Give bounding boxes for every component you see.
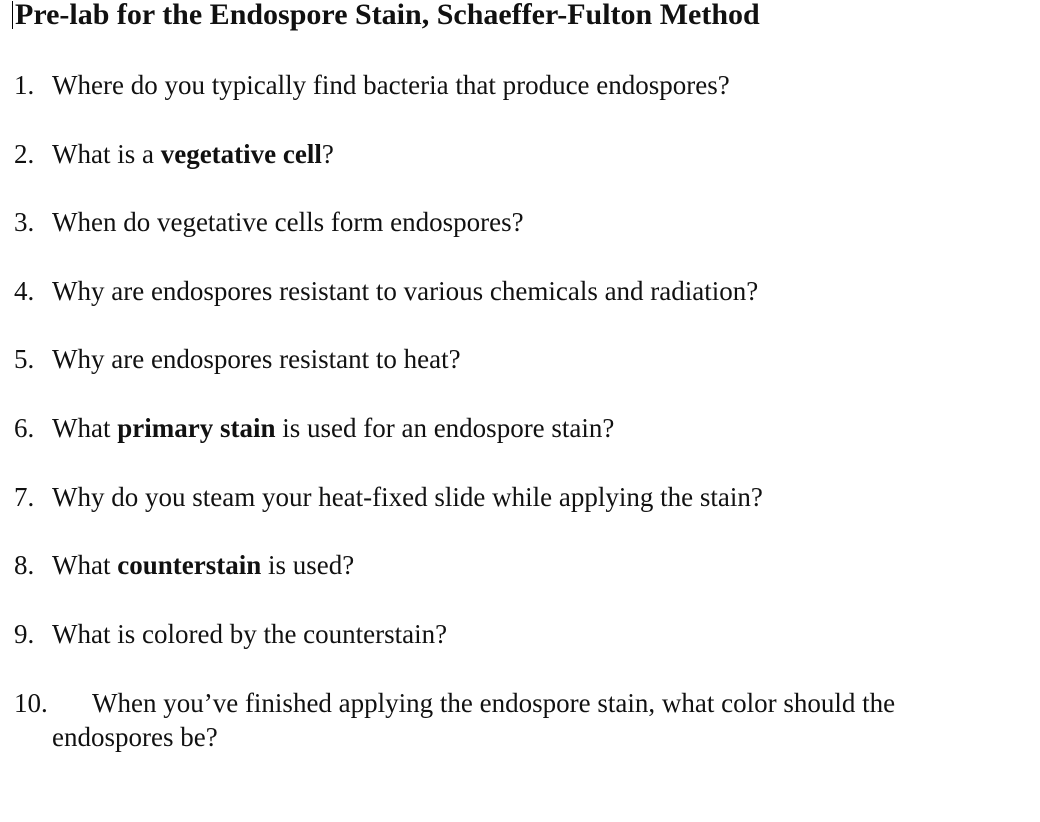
question-3 <box>14 205 524 239</box>
question-text: Why do you steam your heat-fixed slide while applying the stain? <box>52 482 763 512</box>
text-cursor <box>12 1 13 29</box>
question-text-line1: When you’ve finished applying the endospore stain, what color should the <box>92 688 896 718</box>
bold-term: vegetative cell <box>160 139 322 169</box>
question-text: Why are endospores resistant to various chemicals and radiation? <box>52 276 759 306</box>
question-text: Why are endospores resistant to heat? <box>52 344 461 374</box>
question-number: 4. <box>14 276 35 306</box>
question-2 <box>14 137 334 171</box>
question-10 <box>14 686 895 754</box>
question-4 <box>14 274 758 308</box>
question-number: 10. <box>14 688 48 718</box>
question-1 <box>14 68 730 102</box>
question-number: 3. <box>14 207 35 237</box>
question-text: Where do you typically find bacteria that produce endospores? <box>52 70 730 100</box>
question-7 <box>14 480 763 514</box>
question-text: What is a <box>52 139 161 169</box>
question-text: What is colored by the counterstain? <box>52 619 448 649</box>
question-9 <box>14 617 447 651</box>
question-5 <box>14 342 461 376</box>
question-number: 9. <box>14 619 35 649</box>
question-number: 7. <box>14 482 35 512</box>
question-8 <box>14 548 354 582</box>
question-text: What <box>52 550 118 580</box>
question-number: 1. <box>14 70 35 100</box>
question-text: What <box>52 413 118 443</box>
question-number: 2. <box>14 139 35 169</box>
question-text-end: is used for an endospore stain? <box>275 413 615 443</box>
question-text: When do vegetative cells form endospores? <box>52 207 524 237</box>
question-number: 6. <box>14 413 35 443</box>
question-text-end: ? <box>321 139 334 169</box>
bold-term: counterstain <box>117 550 262 580</box>
question-text-line2: endospores be? <box>52 722 218 752</box>
question-text-end: is used? <box>261 550 355 580</box>
page-title: Pre-lab for the Endospore Stain, Schaeffer-Fulton Method <box>15 0 760 31</box>
question-6 <box>14 411 614 445</box>
question-number: 8. <box>14 550 35 580</box>
bold-term: primary stain <box>117 413 276 443</box>
title-row <box>12 0 760 30</box>
question-number: 5. <box>14 344 35 374</box>
